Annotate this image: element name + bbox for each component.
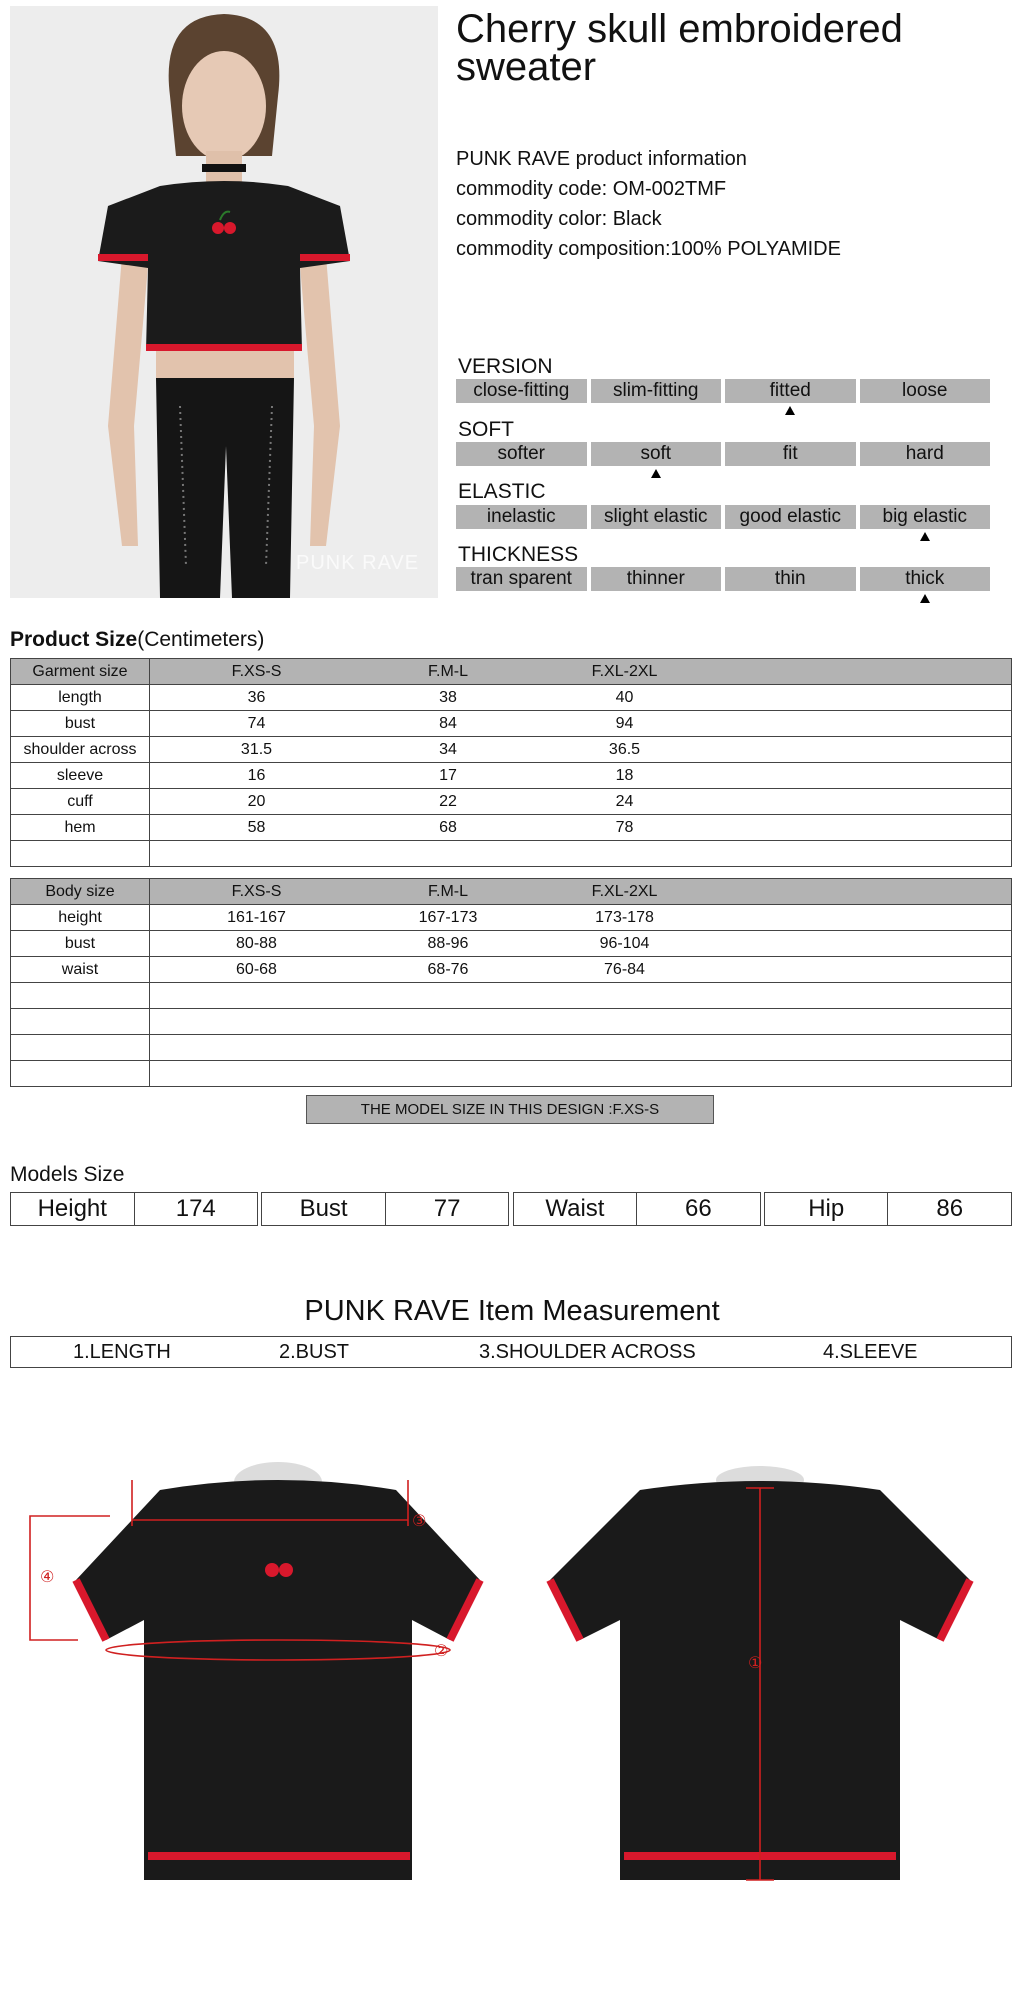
marker-4: ④ [40,1567,55,1586]
product-info [456,144,841,264]
product-size-label: Product Size [10,628,138,651]
models-size-title: Models Size [10,1163,125,1186]
attr-title-elastic: ELASTIC [458,480,546,503]
table-cell: 74 [247,714,266,732]
table-cell: 58 [247,818,266,836]
measurement-legend [10,1336,1012,1368]
marker-1: ① [748,1653,763,1672]
table-cell: 96-104 [599,934,650,952]
row-values [150,1009,1012,1035]
attr-option: inelastic [456,505,587,529]
attr-option: softer [456,442,587,466]
attr-option: good elastic [725,505,856,529]
model-waist-box [513,1192,761,1226]
model-hip-box [764,1192,1012,1226]
attr-option: fitted [725,379,856,403]
attr-option: slim-fitting [591,379,722,403]
table-cell: 76-84 [604,960,645,978]
models-size-row [10,1192,1012,1226]
measurement-diagram [20,1460,1004,1900]
table-header-row [11,659,1012,685]
table-row [11,983,1012,1009]
garment-size-table [10,658,1012,867]
model-height-value: 174 [175,1195,216,1222]
table-header-row [11,879,1012,905]
body-size-table [10,878,1012,1087]
row-values [150,905,1012,931]
info-code: commodity code: OM-002TMF [456,178,727,200]
row-values [150,685,1012,711]
attr-option: soft [591,442,722,466]
attr-option: slight elastic [591,505,722,529]
table-row [11,737,1012,763]
table-cell: 31.5 [240,740,273,758]
table-cell: 40 [615,688,634,706]
table-row [11,1009,1012,1035]
table-cell: 80-88 [236,934,277,952]
product-photo [10,6,438,598]
row-values [150,763,1012,789]
table-cell: 94 [615,714,634,732]
attr-scale-elastic [456,505,990,529]
attr-scale-version [456,379,990,403]
table-row [11,957,1012,983]
row-label [11,841,150,867]
row-label: shoulder across [11,737,150,763]
model-hip-label: Hip [765,1193,889,1225]
table-row [11,815,1012,841]
table-cell: F.XL-2XL [591,882,658,900]
row-label: bust [11,711,150,737]
row-label: Body size [11,879,150,905]
row-label: bust [11,931,150,957]
table-cell: F.XS-S [231,662,282,680]
model-bust-value: 77 [433,1195,461,1222]
attr-option: thin [725,567,856,591]
measure-length-label: 1.LENGTH [73,1341,171,1363]
table-cell: 84 [439,714,457,732]
marker-2: ② [434,1641,449,1660]
attr-option: thick [860,567,991,591]
table-cell: F.M-L [428,882,468,900]
model-size-note: THE MODEL SIZE IN THIS DESIGN :F.XS-S [306,1095,714,1124]
table-cell: 173-178 [595,908,654,926]
selected-marker-icon [920,532,930,541]
table-cell: 38 [439,688,457,706]
table-row [11,763,1012,789]
measurement-title: PUNK RAVE Item Measurement [304,1295,720,1327]
row-values [150,815,1012,841]
table-row [11,841,1012,867]
table-cell: F.M-L [428,662,468,680]
info-brand: PUNK RAVE product information [456,148,747,170]
attr-title-version: VERSION [458,355,553,378]
row-label [11,983,150,1009]
table-row [11,1035,1012,1061]
attr-scale-thickness [456,567,990,591]
attr-option: loose [860,379,991,403]
row-label [11,1009,150,1035]
table-cell: 18 [615,766,634,784]
model-bust-box [261,1192,509,1226]
row-values [150,931,1012,957]
selected-marker-icon [920,594,930,603]
attr-option: fit [725,442,856,466]
row-values [150,737,1012,763]
table-row [11,789,1012,815]
product-size-unit: (Centimeters) [137,628,265,651]
table-cell: 88-96 [427,934,469,952]
table-cell: 17 [439,766,457,784]
row-label: waist [11,957,150,983]
table-row [11,1061,1012,1087]
model-height-label: Height [11,1193,135,1225]
table-row [11,905,1012,931]
marker-3: ③ [412,1511,427,1530]
attr-option: big elastic [860,505,991,529]
product-size-title [10,628,264,652]
sweater-diagram [20,1460,1004,1900]
attr-option: close-fitting [456,379,587,403]
row-values [150,983,1012,1009]
model-height-box [10,1192,258,1226]
attr-scale-soft [456,442,990,466]
table-cell: 36 [247,688,266,706]
row-values [150,1061,1012,1087]
row-label: height [11,905,150,931]
row-label [11,1061,150,1087]
measure-sleeve-label: 4.SLEEVE [823,1341,918,1363]
attr-title-soft: SOFT [458,418,514,441]
row-values [150,957,1012,983]
table-cell: 60-68 [236,960,277,978]
info-composition: commodity composition:100% POLYAMIDE [456,238,841,260]
measure-bust-label: 2.BUST [279,1341,350,1363]
table-cell: 68 [439,818,457,836]
table-row [11,685,1012,711]
info-color: commodity color: Black [456,208,662,230]
row-values [150,1035,1012,1061]
table-cell: 24 [615,792,634,810]
attr-title-thickness: THICKNESS [458,543,579,566]
row-label: sleeve [11,763,150,789]
row-label: hem [11,815,150,841]
product-title: Cherry skull embroidered sweater [456,7,903,89]
selected-marker-icon [651,469,661,478]
measure-shoulder-label: 3.SHOULDER ACROSS [479,1341,696,1363]
row-label [11,1035,150,1061]
row-values [150,789,1012,815]
attr-option: hard [860,442,991,466]
row-label: length [11,685,150,711]
row-label: cuff [11,789,150,815]
model-waist-value: 66 [685,1195,712,1222]
table-cell: 20 [247,792,266,810]
table-row [11,711,1012,737]
table-cell: 161-167 [227,908,286,926]
model-waist-label: Waist [514,1193,638,1225]
table-cell: 22 [439,792,457,810]
table-row [11,931,1012,957]
model-hip-value: 86 [936,1195,964,1222]
row-values [150,841,1012,867]
row-label: Garment size [11,659,150,685]
table-cell: 78 [615,818,634,836]
attr-option: tran sparent [456,567,587,591]
row-values [150,879,1012,905]
row-values [150,659,1012,685]
model-illustration [10,6,438,598]
table-cell: 34 [439,740,457,758]
row-values [150,711,1012,737]
selected-marker-icon [785,406,795,415]
model-bust-label: Bust [262,1193,386,1225]
table-cell: 167-173 [418,908,478,926]
watermark: PUNK RAVE [296,552,420,574]
attr-option: thinner [591,567,722,591]
table-cell: 36.5 [608,740,641,758]
table-cell: F.XL-2XL [591,662,658,680]
table-cell: 16 [247,766,266,784]
table-cell: F.XS-S [231,882,282,900]
table-cell: 68-76 [427,960,469,978]
